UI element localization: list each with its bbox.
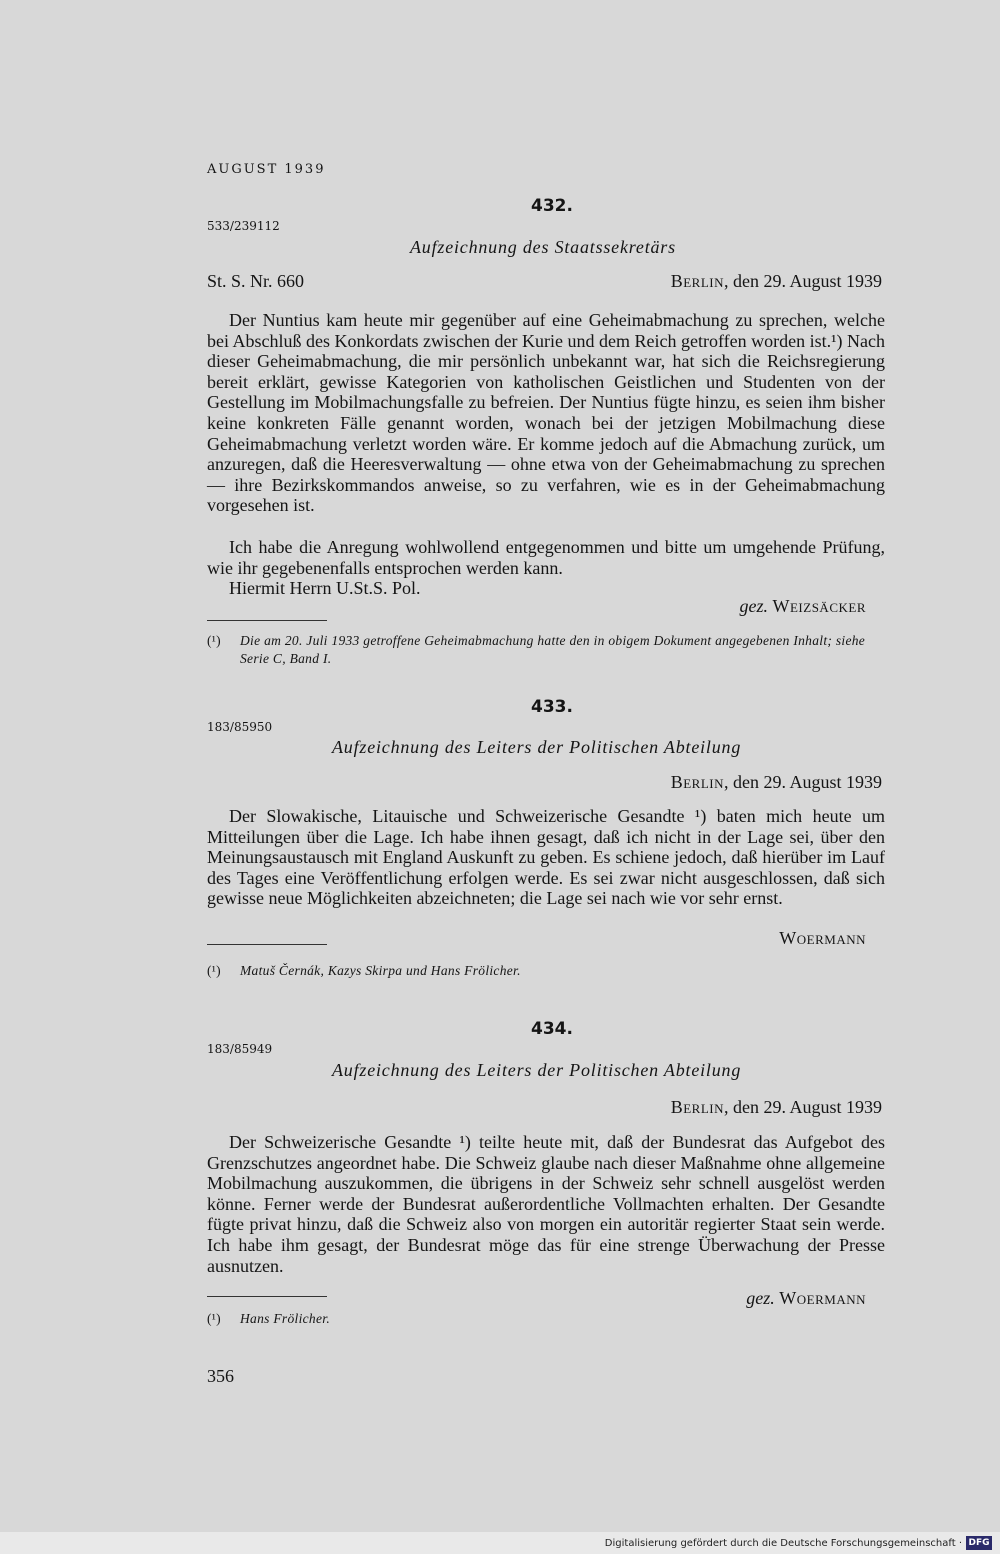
digitization-credit-bar [0, 1532, 1000, 1554]
footnote-text: Die am 20. Juli 1933 getroffene Geheimabmachung hatte den in obigem Dokument angegebenen Inhalt; siehe Serie C, Band I. [240, 633, 866, 666]
footnote-rule [207, 1296, 327, 1297]
footnote-text: Matuš Černák, Kazys Skirpa und Hans Frölicher. [240, 963, 521, 978]
document-title: Aufzeichnung des Staatssekretärs [410, 237, 676, 257]
footnote-mark: (¹) [207, 963, 221, 978]
running-header: AUGUST 1939 [207, 162, 326, 177]
document-reference-number: St. S. Nr. 660 [207, 271, 305, 291]
credit-text: Digitalisierung gefördert durch die Deutsche Forschungsgemeinschaft · [604, 1538, 962, 1549]
file-reference: 533/239112 [207, 219, 280, 233]
footnote-rule [207, 620, 327, 621]
footnote [207, 1310, 887, 1328]
paragraph: Ich habe die Anregung wohlwollend entgegenommen und bitte um umgehende Prüfung, wie ihr gegebenenfalls entsprochen werden kann. [207, 537, 885, 578]
document-title: Aufzeichnung des Leiters der Politischen Abteilung [332, 1060, 742, 1080]
signature-prefix: gez. [739, 596, 773, 616]
footnote-text: Hans Frölicher. [240, 1311, 330, 1326]
footnote [207, 632, 887, 666]
dfg-logo-icon: DFG [966, 1536, 992, 1550]
footnote-mark: (¹) [207, 633, 221, 648]
date: , den 29. August 1939 [723, 772, 882, 792]
date: , den 29. August 1939 [723, 1097, 882, 1117]
signature [746, 1288, 866, 1309]
signature [779, 928, 866, 949]
footnote-mark: (¹) [207, 1311, 221, 1326]
paragraph: Der Slowakische, Litauische und Schweizerische Gesandte ¹) baten mich heute um Mitteilungen über die Lage. Ich habe ihnen gesagt, daß ich nicht in der Lage sei, über den Meinungsaustausch mit England Auskunft zu geben. Es schiene jedoch, daß hierüber im Lauf des Tages eine Veröffentlichung erfolgen werde. Es sei zwar nicht ausgeschlossen, daß sich gewisse neue Möglichkeiten abzeichneten; die Lage sei nach wie vor sehr ernst. [207, 806, 885, 909]
file-reference: 183/85950 [207, 720, 273, 734]
file-reference: 183/85949 [207, 1042, 273, 1056]
document-number: 433. [531, 697, 573, 717]
place: Berlin [670, 1097, 724, 1117]
document-number: 432. [531, 196, 573, 216]
paragraph: Der Schweizerische Gesandte ¹) teilte heute mit, daß der Bundesrat das Aufgebot des Grenzschutzes angeordnet habe. Die Schweiz glaube nach dieser Maßnahme ohne allgemeine Mobilmachung auszukommen, die übrigens in der Schweiz sehr schnell ausgelöst werden könne. Ferner werde der Bundesrat außerordentliche Vollmachten erhalten. Der Gesandte fügte privat hinzu, daß die Schweiz also von morgen ein autoritär regierter Staat sein werde. Ich habe ihm gesagt, der Bundesrat möge das für eine strenge Überwachung der Presse ausnutzen. [207, 1132, 885, 1276]
date: , den 29. August 1939 [723, 271, 882, 291]
signature [740, 596, 867, 617]
footnote-rule [207, 944, 327, 945]
paragraph: Hiermit Herrn U.St.S. Pol. [229, 578, 421, 598]
place: Berlin [670, 271, 724, 291]
place: Berlin [670, 772, 724, 792]
place-date [671, 1097, 882, 1118]
place-date [671, 271, 882, 292]
page-number: 356 [207, 1366, 234, 1386]
signature-name: Weizsäcker [772, 596, 866, 616]
footnote [207, 962, 887, 980]
document-number: 434. [531, 1019, 573, 1039]
signature-prefix: gez. [746, 1288, 780, 1308]
signature-name: Woermann [779, 1288, 866, 1308]
paragraph: Der Nuntius kam heute mir gegenüber auf eine Geheimabmachung zu sprechen, welche bei Abschluß des Konkordats zwischen der Kurie und dem Reich getroffen worden ist.¹) Nach dieser Geheimabmachung, die mir persönlich unbekannt war, hat sich die Reichsregierung bereit erklärt, gewisse Kategorien von katholischen Geistlichen und Studenten von der Gestellung im Mobilmachungsfalle zu befreien. Der Nuntius fügte hinzu, es seien ihm bisher keine konkreten Fälle genannt worden, wonach bei der jetzigen Mobilmachung diese Geheimabmachung verletzt worden wäre. Er komme jedoch auf die Abmachung zurück, um anzuregen, daß die Heeresverwaltung — ohne etwa von der Geheimabmachung zu sprechen — ihre Bezirkskommandos anweise, so zu verfahren, wie es in der Geheimabmachung vorgesehen ist. [207, 310, 885, 516]
place-date [671, 772, 882, 793]
document-title: Aufzeichnung des Leiters der Politischen Abteilung [332, 737, 742, 757]
signature-name: Woermann [779, 928, 866, 948]
